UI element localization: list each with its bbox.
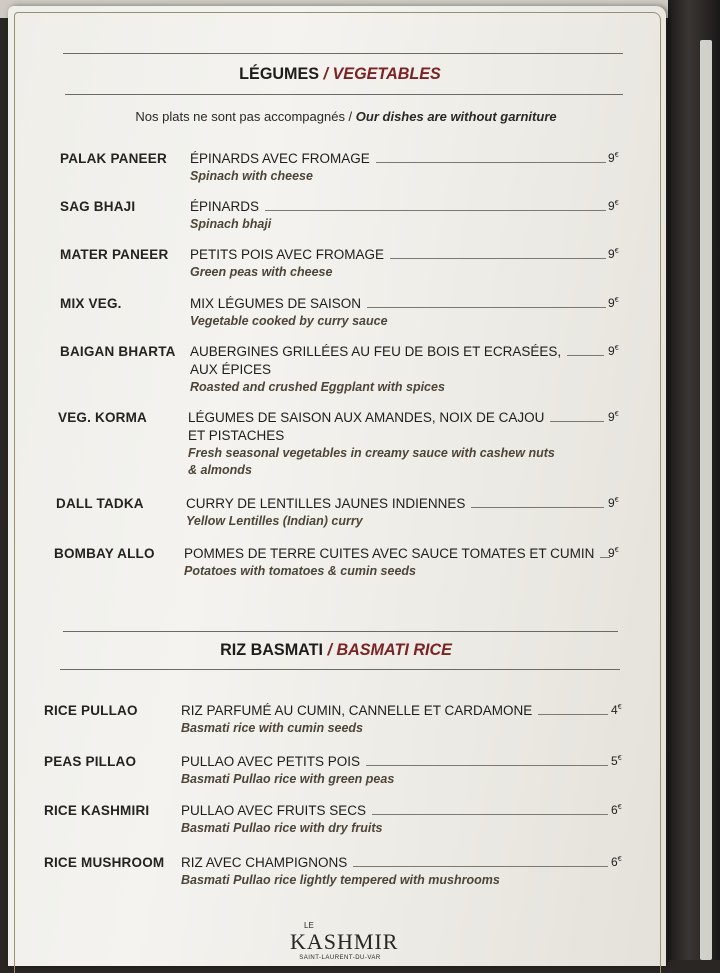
dish-description-en: Basmati Pullao rice lightly tempered with mushrooms xyxy=(181,873,500,887)
price-value: 9 xyxy=(608,151,615,165)
dish-name: VEG. KORMA xyxy=(58,410,148,425)
dish-price xyxy=(608,496,619,510)
leader-line xyxy=(366,765,608,766)
garniture-note xyxy=(66,109,626,124)
leader-line xyxy=(367,307,606,308)
price-currency: € xyxy=(617,704,622,711)
price-currency: € xyxy=(614,345,619,352)
menu-cover-edge xyxy=(668,0,720,960)
dish-description-en: Spinach with cheese xyxy=(190,169,313,183)
dish-description-en: Spinach bhaji xyxy=(190,217,272,231)
title-fr: RIZ BASMATI xyxy=(220,640,323,659)
title-en: VEGETABLES xyxy=(332,64,441,83)
section-title-basmati-rice: RIZ BASMATI / BASMATI RICE xyxy=(220,640,452,659)
dish-description-fr: PETITS POIS AVEC FROMAGE xyxy=(190,247,385,262)
price-currency: € xyxy=(617,804,622,811)
leader-line xyxy=(376,162,606,163)
leader-line xyxy=(550,421,604,422)
dish-name: RICE KASHMIRI xyxy=(44,803,150,818)
dish-description-en: Roasted and crushed Eggplant with spices xyxy=(190,380,445,394)
dish-description-fr: ÉPINARDS AVEC FROMAGE xyxy=(190,151,370,166)
dish-name: MIX VEG. xyxy=(60,296,122,311)
price-currency: € xyxy=(614,411,619,418)
dish-description-en: Basmati rice with cumin seeds xyxy=(181,721,364,735)
dish-description-en: Basmati Pullao rice with green peas xyxy=(181,772,395,786)
leader-line xyxy=(567,355,604,356)
dish-name: BAIGAN BHARTA xyxy=(60,344,176,359)
dish-description-fr: LÉGUMES DE SAISON AUX AMANDES, NOIX DE CAJOU xyxy=(188,410,545,425)
dish-description-en: Yellow Lentilles (Indian) curry xyxy=(186,514,363,528)
dish-description-fr: PULLAO AVEC FRUITS SECS xyxy=(181,803,367,818)
price-value: 6 xyxy=(611,855,618,869)
logo-le: LE xyxy=(304,921,314,930)
dish-price xyxy=(608,199,619,213)
dish-description-fr: POMMES DE TERRE CUITES AVEC SAUCE TOMATES ET CUMIN xyxy=(184,546,595,561)
dish-description-en: Basmati Pullao rice with dry fruits xyxy=(181,821,383,835)
dish-price xyxy=(608,247,619,261)
next-page-edge xyxy=(700,40,712,960)
price-currency: € xyxy=(614,152,619,159)
dish-name: DALL TADKA xyxy=(56,496,144,511)
dish-price xyxy=(608,296,619,310)
price-value: 9 xyxy=(608,247,615,261)
section-title-vegetables: LÉGUMES / VEGETABLES xyxy=(239,64,441,83)
leader-line xyxy=(471,507,604,508)
price-value: 9 xyxy=(608,296,615,310)
price-value: 9 xyxy=(608,410,615,424)
price-currency: € xyxy=(617,856,622,863)
dish-description-fr: ÉPINARDS xyxy=(190,199,260,214)
dish-name: MATER PANEER xyxy=(60,247,169,262)
price-currency: € xyxy=(614,248,619,255)
price-value: 6 xyxy=(611,803,618,817)
dish-name: RICE PULLAO xyxy=(44,703,138,718)
price-currency: € xyxy=(614,497,619,504)
dish-price xyxy=(611,855,622,869)
leader-line xyxy=(353,866,608,867)
title-fr: LÉGUMES xyxy=(239,64,320,83)
menu-page xyxy=(8,6,666,966)
price-value: 9 xyxy=(608,344,615,358)
dish-description-en: Green peas with cheese xyxy=(190,265,333,279)
price-currency: € xyxy=(614,297,619,304)
price-currency: € xyxy=(614,547,619,554)
title-en: BASMATI RICE xyxy=(336,640,452,659)
price-value: 9 xyxy=(608,546,615,560)
dish-description-fr: RIZ PARFUMÉ AU CUMIN, CANNELLE ET CARDAMONE xyxy=(181,703,533,718)
dish-description-fr: AUBERGINES GRILLÉES AU FEU DE BOIS ET ECRASÉES, xyxy=(190,344,562,359)
price-currency: € xyxy=(617,755,622,762)
dish-price xyxy=(608,410,619,424)
dish-name: RICE MUSHROOM xyxy=(44,855,165,870)
leader-line xyxy=(390,258,606,259)
leader-line xyxy=(265,210,606,211)
note-fr: Nos plats ne sont pas accompagnés / xyxy=(135,109,353,124)
dish-description-fr: ET PISTACHES xyxy=(188,428,285,443)
dish-name: PEAS PILLAO xyxy=(44,754,137,769)
section-rule-bottom xyxy=(65,94,623,95)
price-currency: € xyxy=(614,200,619,207)
dish-name: SAG BHAJI xyxy=(60,199,136,214)
dish-description-fr: PULLAO AVEC PETITS POIS xyxy=(181,754,361,769)
dish-name: BOMBAY ALLO xyxy=(54,546,155,561)
logo-name: KASHMIR xyxy=(290,929,399,954)
section-rule-top xyxy=(63,53,623,54)
dish-description-en: Vegetable cooked by curry sauce xyxy=(190,314,388,328)
dish-name: PALAK PANEER xyxy=(60,151,167,166)
dish-price xyxy=(608,151,619,165)
leader-line xyxy=(372,814,608,815)
section-rule-bottom xyxy=(60,669,620,670)
dish-description-en: Fresh seasonal vegetables in creamy sauce with cashew nuts xyxy=(188,446,555,460)
dish-price xyxy=(611,754,622,768)
price-value: 9 xyxy=(608,199,615,213)
dish-description-fr: AUX ÉPICES xyxy=(190,362,272,377)
leader-line xyxy=(538,714,608,715)
dish-description-fr: MIX LÉGUMES DE SAISON xyxy=(190,296,362,311)
logo-subtitle: SAINT-LAURENT-DU-VAR xyxy=(299,955,381,961)
section-rule-top xyxy=(63,631,618,632)
dish-price xyxy=(608,546,619,560)
dish-price xyxy=(611,803,622,817)
dish-description-en: Potatoes with tomatoes & cumin seeds xyxy=(184,564,416,578)
dish-description-fr: RIZ AVEC CHAMPIGNONS xyxy=(181,855,348,870)
dish-price xyxy=(611,703,622,717)
price-value: 4 xyxy=(611,703,618,717)
dish-description-fr: CURRY DE LENTILLES JAUNES INDIENNES xyxy=(186,496,466,511)
note-en: Our dishes are without garniture xyxy=(355,109,557,124)
price-value: 5 xyxy=(611,754,618,768)
price-value: 9 xyxy=(608,496,615,510)
dish-price xyxy=(608,344,619,358)
dish-description-en: & almonds xyxy=(188,463,252,477)
